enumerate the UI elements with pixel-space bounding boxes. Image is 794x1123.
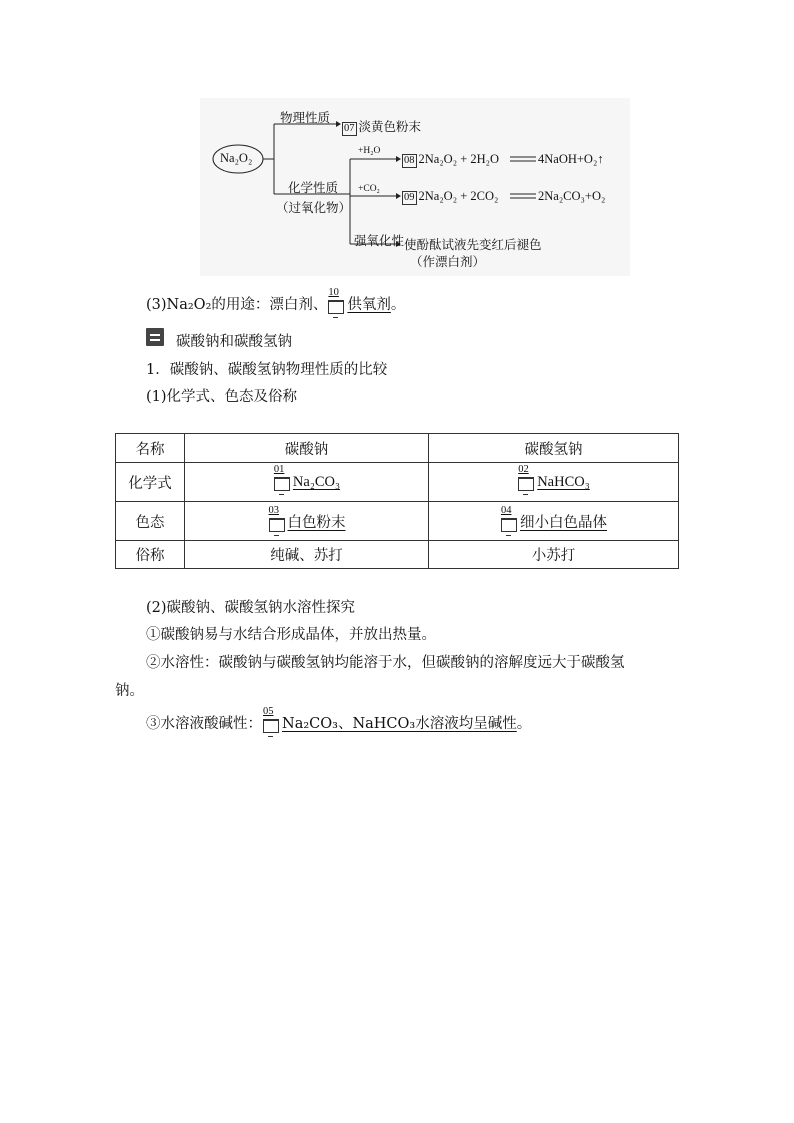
table-row — [116, 541, 679, 569]
blank-mark: 02 — [517, 476, 535, 490]
subheading-2: (2)碳酸钠、碳酸氢钠水溶性探究 — [146, 600, 356, 616]
table-cell — [185, 502, 429, 541]
state-nahco3: 细小白色晶体 — [520, 514, 607, 531]
physical-answer — [342, 117, 421, 136]
chemical-sub: （过氧化物） — [276, 200, 352, 215]
table-cell — [185, 463, 429, 502]
blank-mark: 05 — [262, 718, 280, 732]
table-header: 碳酸氢钠 — [429, 434, 679, 463]
oxid-note: （作漂白剂） — [410, 254, 486, 269]
oxid-label: 强氧化性 — [354, 233, 405, 248]
answer-badge: 07 — [344, 123, 355, 134]
state-na2co3: 白色粉末 — [287, 514, 346, 531]
answer-badge: 08 — [404, 155, 415, 166]
table-row — [116, 502, 679, 541]
physical-value: 淡黄色粉末 — [358, 119, 422, 134]
paragraph-2: ②水溶性：碳酸钠与碳酸氢钠均能溶于水，但碳酸钠的溶解度远大于碳酸氢 — [146, 655, 625, 671]
table-cell — [429, 502, 679, 541]
section-icon — [146, 328, 164, 346]
row-label: 化学式 — [116, 463, 185, 502]
table-cell: 纯碱、苏打 — [185, 541, 429, 569]
table-header: 碳酸钠 — [185, 434, 429, 463]
paragraph-3: ③水溶液酸碱性： 05 Na₂CO₃、NaHCO₃水溶液均呈碱性。 — [146, 712, 531, 733]
basicity-answer: Na₂CO₃、NaHCO₃水溶液均呈碱性 — [282, 716, 517, 732]
section-title: 碳酸钠和碳酸氢钠 — [176, 334, 292, 350]
use-line: (3)Na₂O₂的用途：漂白剂、 10 供氧剂。 — [146, 293, 405, 314]
blank-mark: 04 — [500, 517, 518, 531]
comparison-table — [115, 433, 679, 569]
co2-condition: +CO₂ — [358, 184, 380, 194]
water-equation-right: 4NaOH+O₂↑ — [538, 152, 604, 166]
paragraph-2-cont: 钠。 — [115, 683, 144, 699]
oxid-value: 使酚酞试液先变红后褪色 — [404, 237, 542, 252]
heading-1: 1．碳酸钠、碳酸氢钠物理性质的比较 — [146, 362, 388, 378]
chemical-label: 化学性质 — [288, 180, 339, 195]
water-equation-left: 08 2Na₂O₂ + 2H₂O — [404, 152, 500, 166]
paragraph-1: ①碳酸钠易与水结合形成晶体，并放出热量。 — [146, 627, 436, 643]
co2-equation-left: 09 2Na₂O₂ + 2CO₂ — [404, 189, 499, 203]
row-label: 色态 — [116, 502, 185, 541]
blank-mark: 03 — [268, 517, 286, 531]
co2-equation-right: 2Na₂CO₃+O₂ — [538, 189, 606, 203]
use-answer: 供氧剂 — [347, 297, 391, 313]
formula-nahco3: NaHCO₃ — [537, 473, 590, 490]
subheading-1: (1)化学式、色态及俗称 — [146, 389, 298, 405]
table-header: 名称 — [116, 434, 185, 463]
physical-label: 物理性质 — [280, 110, 331, 125]
table-cell — [429, 463, 679, 502]
water-condition: +H₂O — [358, 146, 381, 156]
answer-badge: 09 — [404, 192, 415, 203]
table-cell: 小苏打 — [429, 541, 679, 569]
center-formula: Na₂O₂ — [220, 151, 253, 165]
na2o2-property-diagram — [200, 98, 630, 276]
row-label: 俗称 — [116, 541, 185, 569]
blank-mark: 10 — [327, 299, 345, 313]
table-row — [116, 463, 679, 502]
blank-mark: 01 — [273, 476, 291, 490]
table-row — [116, 434, 679, 463]
formula-na2co3: Na₂CO₃ — [292, 473, 341, 490]
